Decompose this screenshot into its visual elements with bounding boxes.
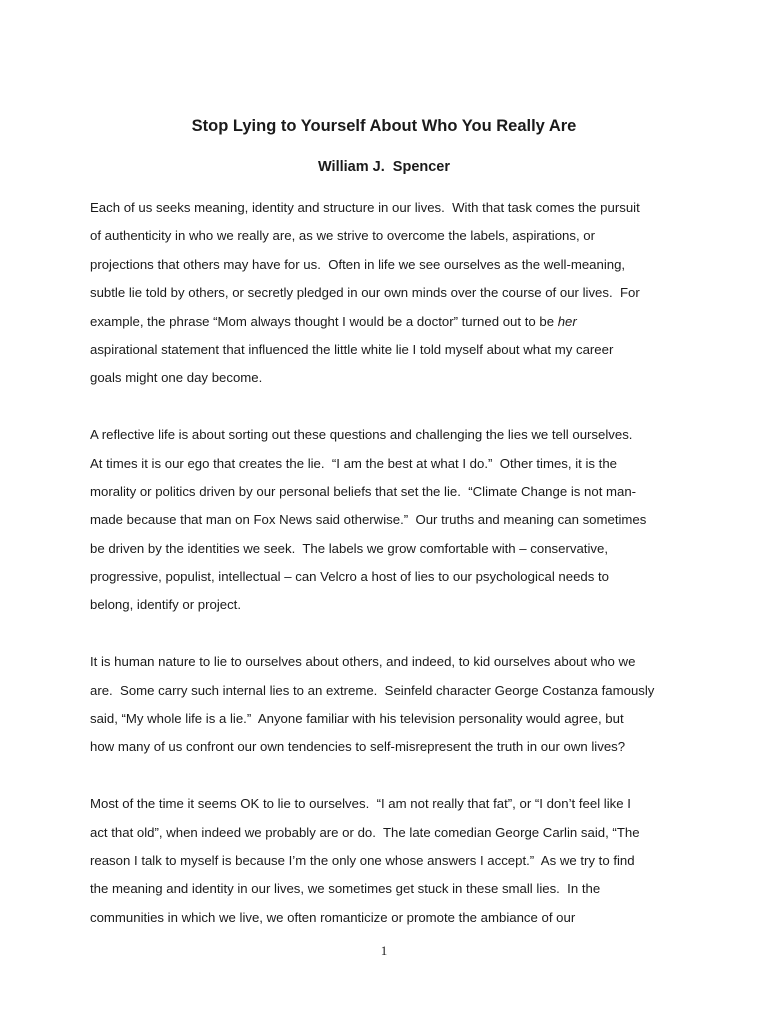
paragraph — [90, 421, 690, 620]
paragraph — [90, 194, 690, 393]
text-line: of authenticity in who we really are, as we strive to overcome the labels, aspirations, or — [90, 228, 596, 244]
text-line: A reflective life is about sorting out these questions and challenging the lies we tell ourselves. — [90, 427, 633, 443]
text-line — [90, 308, 690, 336]
document-body — [90, 194, 690, 961]
text-line: the meaning and identity in our lives, we sometimes get stuck in these small lies. In the — [90, 881, 601, 897]
paragraph — [90, 648, 690, 762]
text-line: goals might one day become. — [90, 370, 263, 386]
document-title: Stop Lying to Yourself About Who You Really Are — [191, 117, 577, 135]
text-line: Most of the time it seems OK to lie to ourselves. “I am not really that fat”, or “I don’t feel like I — [90, 796, 631, 812]
text-line: belong, identify or project. — [90, 597, 242, 613]
text-line: aspirational statement that influenced the little white lie I told myself about what my career — [90, 341, 614, 357]
text-line: act that old”, when indeed we probably are or do. The late comedian George Carlin said, “The — [90, 824, 640, 840]
italic-emphasis: her — [557, 313, 577, 329]
author-name: William J. Spencer — [317, 159, 451, 175]
text-line: communities in which we live, we often romanticize or promote the ambiance of our — [90, 909, 576, 925]
text-line: Each of us seeks meaning, identity and structure in our lives. With that task comes the pursuit — [90, 200, 640, 215]
text-line: progressive, populist, intellectual – can Velcro a host of lies to our psychological needs to — [90, 569, 610, 585]
page-number: 1 — [380, 943, 388, 958]
text-line: made because that man on Fox News said otherwise.” Our truths and meaning can sometimes — [90, 512, 647, 528]
text-line: At times it is our ego that creates the lie. “I am the best at what I do.” Other times, it is the — [90, 455, 617, 471]
text-line: said, “My whole life is a lie.” Anyone familiar with his television personality would agree, but — [90, 711, 624, 727]
text-line: morality or politics driven by our personal beliefs that set the lie. “Climate Change is not man- — [90, 483, 637, 499]
text-line: how many of us confront our own tendencies to self-misrepresent the truth in our own lives? — [90, 739, 626, 755]
text-line: be driven by the identities we seek. The labels we grow comfortable with – conservative, — [90, 540, 608, 556]
text-line: reason I talk to myself is because I’m the only one whose answers I accept.” As we try to find — [90, 852, 635, 868]
text-line: It is human nature to lie to ourselves about others, and indeed, to kid ourselves about who we — [90, 654, 636, 670]
text-run: example, the phrase “Mom always thought I would be a doctor” turned out to be — [90, 313, 558, 329]
text-line: projections that others may have for us. Often in life we see ourselves as the well-meaning, — [90, 256, 626, 272]
text-line: subtle lie told by others, or secretly pledged in our own minds over the course of our lives. For — [90, 285, 640, 301]
paragraph — [90, 790, 690, 932]
text-line: are. Some carry such internal lies to an extreme. Seinfeld character George Costanza famously — [90, 682, 655, 698]
